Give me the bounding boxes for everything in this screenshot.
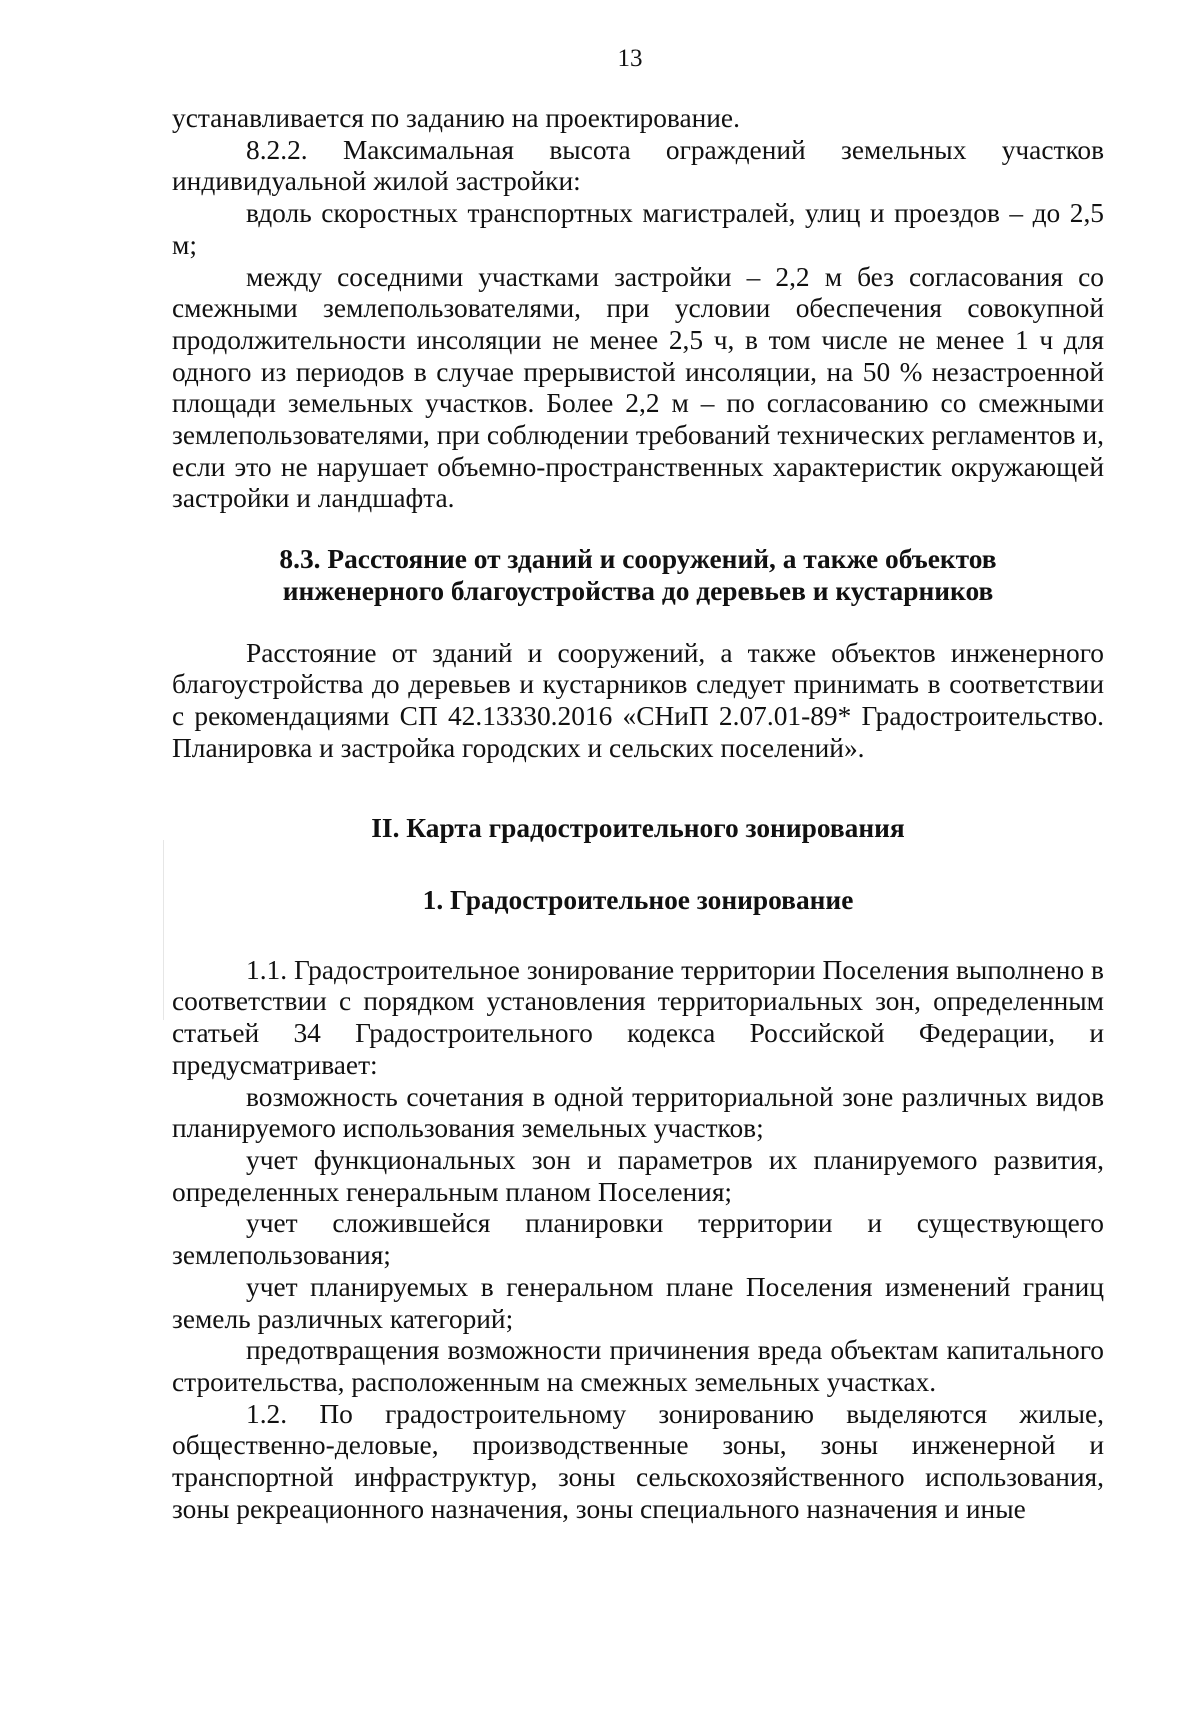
page-number: 13 <box>617 45 643 72</box>
paragraph-continuation: устанавливается по заданию на проектирование. <box>172 103 740 133</box>
section-8-3-heading-line2: инженерного благоустройства до деревьев и кустарников <box>282 575 994 606</box>
paragraph-8-3-body: Расстояние от зданий и сооружений, а также объектов инженерного благоустройства до деревьев и кустарников следует принимать в соответствии с рекомендациями СП 42.13330.2016 «СНиП 2.07.01-89* Градостроительство. Планировка и застройка городских и сельских поселений». <box>172 637 1104 763</box>
scan-artifact-line <box>163 840 164 1020</box>
section-8-3-heading <box>172 544 1104 607</box>
paragraph-zoning-item: возможность сочетания в одной территориальной зоне различных видов планируемого использования земельных участков; <box>172 1081 1104 1144</box>
paragraph-8-2-2: 8.2.2. Максимальная высота ограждений земельных участков индивидуальной жилой застройки: <box>172 134 1104 197</box>
paragraph-1-2: 1.2. По градостроительному зонированию выделяются жилые, общественно-деловые, производственные зоны, зоны инженерной и транспортной инфраструктур, зоны сельскохозяйственного использования, зоны рекреационного назначения, зоны специального назначения и иные <box>172 1398 1104 1524</box>
paragraph-roads-fence-height: вдоль скоростных транспортных магистралей, улиц и проездов – до 2,5 м; <box>172 198 1104 260</box>
section-8-3-heading-line1: 8.3. Расстояние от зданий и сооружений, а также объектов <box>279 544 997 575</box>
paragraph-zoning-item: учет сложившейся планировки территории и существующего землепользования; <box>172 1208 1104 1271</box>
paragraph-zoning-item: учет планируемых в генеральном плане Поселения изменений границ земель различных категорий; <box>172 1271 1104 1334</box>
paragraph-zoning-item: предотвращения возможности причинения вреда объектам капитального строительства, расположенным на смежных земельных участках. <box>172 1335 1104 1397</box>
zoning-subheading: 1. Градостроительное зонирование <box>422 885 854 916</box>
paragraph-neighbor-fence-height: между соседними участками застройки – 2,2 м без согласования со смежными землепользователями, при условии обеспечения совокупной продолжительности инсоляции не менее 2,5 ч, в том числе не менее 1 ч для одного из периодов в случае прерывистой инсоляции, на 50 % незастроенной площади земельных участков. Более 2,2 м – по согласованию со смежными землепользователями, при соблюдении требований технических регламентов и, если это не нарушает объемно-пространственных характеристик окружающей застройки и ландшафта. <box>172 261 1104 514</box>
paragraph-1-1: 1.1. Градостроительное зонирование территории Поселения выполнено в соответствии с порядком установления территориальных зон, определенным статьей 34 Градостроительного кодекса Российской Федерации, и предусматривает: <box>172 954 1104 1080</box>
page-body <box>172 103 1104 1525</box>
part-ii-heading: II. Карта градостроительного зонирования <box>371 813 905 844</box>
paragraph-zoning-item: учет функциональных зон и параметров их планируемого развития, определенных генеральным планом Поселения; <box>172 1144 1104 1207</box>
